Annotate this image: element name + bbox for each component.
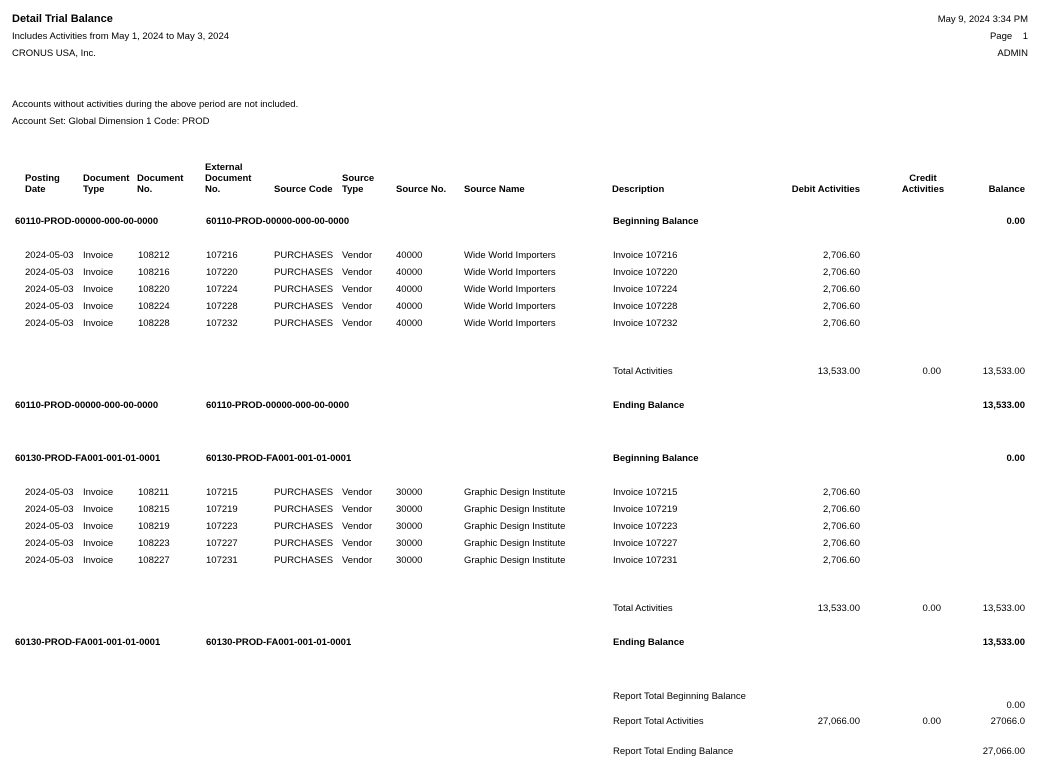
cell-description: Invoice 107223	[613, 521, 678, 532]
col-header-external-document-no: External Document No.	[205, 162, 252, 195]
account-number: 60130-PROD-FA001-001-01-0001	[15, 637, 161, 648]
col-header-balance: Balance	[988, 184, 1025, 195]
cell-source-type: Vendor	[342, 504, 373, 515]
col-header-source-type: Source Type	[342, 173, 375, 195]
cell-source-type: Vendor	[342, 555, 373, 566]
cell-source-code: PURCHASES	[274, 284, 334, 295]
cell-source-no: 30000	[396, 555, 423, 566]
beginning-balance-label: Beginning Balance	[613, 216, 699, 227]
table-row	[0, 318, 1041, 332]
cell-source-name: Graphic Design Institute	[464, 504, 566, 515]
cell-external-document-no: 107228	[206, 301, 238, 312]
table-row	[0, 301, 1041, 315]
col-header-debit: Debit Activities	[791, 184, 860, 195]
cell-source-no: 30000	[396, 538, 423, 549]
cell-description: Invoice 107216	[613, 250, 678, 261]
cell-external-document-no: 107224	[206, 284, 238, 295]
cell-debit: 2,706.60	[823, 318, 860, 329]
cell-debit: 2,706.60	[823, 284, 860, 295]
cell-external-document-no: 107223	[206, 521, 238, 532]
cell-source-code: PURCHASES	[274, 504, 334, 515]
cell-source-name: Wide World Importers	[464, 301, 556, 312]
table-row	[0, 267, 1041, 281]
table-row	[0, 555, 1041, 569]
cell-posting-date: 2024-05-03	[25, 487, 74, 498]
cell-description: Invoice 107232	[613, 318, 678, 329]
cell-document-no: 108216	[138, 267, 170, 278]
cell-document-type: Invoice	[83, 284, 114, 295]
cell-document-no: 108215	[138, 504, 170, 515]
cell-document-type: Invoice	[83, 301, 114, 312]
cell-source-name: Graphic Design Institute	[464, 555, 566, 566]
report-total-activities-debit: 27,066.00	[817, 716, 860, 727]
col-header-description: Description	[612, 184, 665, 195]
cell-document-type: Invoice	[83, 487, 114, 498]
cell-debit: 2,706.60	[823, 521, 860, 532]
cell-source-type: Vendor	[342, 521, 373, 532]
cell-source-code: PURCHASES	[274, 487, 334, 498]
account-number-ext: 60130-PROD-FA001-001-01-0001	[206, 637, 352, 648]
cell-source-name: Wide World Importers	[464, 267, 556, 278]
cell-external-document-no: 107231	[206, 555, 238, 566]
cell-source-code: PURCHASES	[274, 318, 334, 329]
col-header-source-code: Source Code	[274, 184, 333, 195]
note-account-set: Account Set: Global Dimension 1 Code: PROD	[12, 116, 210, 127]
cell-description: Invoice 107231	[613, 555, 678, 566]
total-activities-label: Total Activities	[613, 603, 673, 614]
cell-external-document-no: 107219	[206, 504, 238, 515]
report-total-beginning-label: Report Total Beginning Balance	[613, 691, 746, 702]
note-no-activity: Accounts without activities during the above period are not included.	[12, 99, 299, 110]
col-header-posting-date: Posting Date	[25, 173, 60, 195]
cell-source-no: 30000	[396, 521, 423, 532]
table-row	[0, 284, 1041, 298]
company-name: CRONUS USA, Inc.	[12, 48, 96, 59]
report-total-activities-label: Report Total Activities	[613, 716, 704, 727]
user-id: ADMIN	[997, 48, 1028, 59]
beginning-balance-value: 0.00	[1006, 216, 1025, 227]
account-number-ext: 60110-PROD-00000-000-00-0000	[206, 400, 350, 411]
cell-source-name: Wide World Importers	[464, 318, 556, 329]
cell-document-type: Invoice	[83, 538, 114, 549]
table-row	[0, 504, 1041, 518]
page-label: Page	[989, 31, 1013, 42]
col-header-credit: Credit Activities	[901, 173, 945, 195]
cell-document-type: Invoice	[83, 504, 114, 515]
cell-posting-date: 2024-05-03	[25, 267, 74, 278]
beginning-balance-label: Beginning Balance	[613, 453, 699, 464]
ending-balance-value: 13,533.00	[982, 637, 1025, 648]
report-total-activities-balance: 27066.0	[990, 716, 1025, 727]
cell-source-no: 30000	[396, 504, 423, 515]
cell-document-no: 108228	[138, 318, 170, 329]
cell-debit: 2,706.60	[823, 267, 860, 278]
page-number: 1	[1022, 31, 1028, 42]
cell-source-type: Vendor	[342, 487, 373, 498]
account-number-ext: 60130-PROD-FA001-001-01-0001	[206, 453, 352, 464]
report-title: Detail Trial Balance	[12, 13, 113, 25]
cell-description: Invoice 107215	[613, 487, 678, 498]
cell-source-code: PURCHASES	[274, 521, 334, 532]
ending-balance-value: 13,533.00	[982, 400, 1025, 411]
cell-source-code: PURCHASES	[274, 555, 334, 566]
cell-source-type: Vendor	[342, 538, 373, 549]
col-header-document-type: Document Type	[83, 173, 130, 195]
cell-source-type: Vendor	[342, 267, 373, 278]
total-balance: 13,533.00	[982, 366, 1025, 377]
cell-debit: 2,706.60	[823, 504, 860, 515]
page-indicator	[990, 31, 1028, 42]
cell-source-name: Wide World Importers	[464, 250, 556, 261]
report-subtitle: Includes Activities from May 1, 2024 to May 3, 2024	[12, 31, 230, 42]
table-row	[0, 250, 1041, 264]
cell-description: Invoice 107228	[613, 301, 678, 312]
cell-document-type: Invoice	[83, 267, 114, 278]
report-total-ending-balance: 27,066.00	[982, 746, 1025, 757]
cell-debit: 2,706.60	[823, 301, 860, 312]
cell-source-code: PURCHASES	[274, 267, 334, 278]
cell-source-name: Wide World Importers	[464, 284, 556, 295]
cell-source-no: 40000	[396, 318, 423, 329]
cell-debit: 2,706.60	[823, 487, 860, 498]
cell-document-no: 108224	[138, 301, 170, 312]
cell-document-no: 108212	[138, 250, 170, 261]
report-total-ending-label: Report Total Ending Balance	[613, 746, 734, 757]
total-debit: 13,533.00	[817, 603, 860, 614]
col-header-source-name: Source Name	[464, 184, 525, 195]
report-total-activities-credit: 0.00	[922, 716, 941, 727]
ending-balance-label: Ending Balance	[613, 400, 685, 411]
total-credit: 0.00	[922, 366, 941, 377]
cell-source-name: Graphic Design Institute	[464, 538, 566, 549]
col-header-document-no: Document No.	[137, 173, 184, 195]
account-number: 60130-PROD-FA001-001-01-0001	[15, 453, 161, 464]
cell-source-code: PURCHASES	[274, 538, 334, 549]
cell-source-name: Graphic Design Institute	[464, 521, 566, 532]
table-row	[0, 521, 1041, 535]
cell-posting-date: 2024-05-03	[25, 250, 74, 261]
cell-source-code: PURCHASES	[274, 301, 334, 312]
cell-posting-date: 2024-05-03	[25, 555, 74, 566]
report-date-time: May 9, 2024 3:34 PM	[937, 14, 1028, 25]
table-row	[0, 487, 1041, 501]
cell-debit: 2,706.60	[823, 555, 860, 566]
cell-posting-date: 2024-05-03	[25, 521, 74, 532]
cell-source-name: Graphic Design Institute	[464, 487, 566, 498]
cell-posting-date: 2024-05-03	[25, 301, 74, 312]
cell-source-code: PURCHASES	[274, 250, 334, 261]
table-row	[0, 538, 1041, 552]
cell-external-document-no: 107220	[206, 267, 238, 278]
cell-source-no: 40000	[396, 267, 423, 278]
cell-source-type: Vendor	[342, 284, 373, 295]
cell-debit: 2,706.60	[823, 538, 860, 549]
cell-posting-date: 2024-05-03	[25, 318, 74, 329]
cell-source-no: 30000	[396, 487, 423, 498]
cell-external-document-no: 107232	[206, 318, 238, 329]
cell-document-type: Invoice	[83, 250, 114, 261]
cell-source-type: Vendor	[342, 250, 373, 261]
cell-external-document-no: 107227	[206, 538, 238, 549]
cell-external-document-no: 107216	[206, 250, 238, 261]
account-number: 60110-PROD-00000-000-00-0000	[15, 216, 159, 227]
cell-posting-date: 2024-05-03	[25, 538, 74, 549]
cell-document-no: 108219	[138, 521, 170, 532]
account-number: 60110-PROD-00000-000-00-0000	[15, 400, 159, 411]
cell-description: Invoice 107227	[613, 538, 678, 549]
cell-document-type: Invoice	[83, 555, 114, 566]
cell-document-type: Invoice	[83, 318, 114, 329]
cell-source-no: 40000	[396, 284, 423, 295]
cell-document-no: 108223	[138, 538, 170, 549]
cell-source-no: 40000	[396, 250, 423, 261]
col-header-source-no: Source No.	[396, 184, 447, 195]
cell-document-type: Invoice	[83, 521, 114, 532]
cell-document-no: 108211	[138, 487, 169, 498]
cell-external-document-no: 107215	[206, 487, 238, 498]
account-number-ext: 60110-PROD-00000-000-00-0000	[206, 216, 350, 227]
cell-source-no: 40000	[396, 301, 423, 312]
cell-debit: 2,706.60	[823, 250, 860, 261]
total-activities-label: Total Activities	[613, 366, 673, 377]
cell-document-no: 108220	[138, 284, 170, 295]
cell-source-type: Vendor	[342, 318, 373, 329]
report-total-beginning-balance: 0.00	[1006, 700, 1025, 711]
beginning-balance-value: 0.00	[1006, 453, 1025, 464]
total-balance: 13,533.00	[982, 603, 1025, 614]
ending-balance-label: Ending Balance	[613, 637, 685, 648]
total-debit: 13,533.00	[817, 366, 860, 377]
total-credit: 0.00	[922, 603, 941, 614]
cell-posting-date: 2024-05-03	[25, 504, 74, 515]
cell-description: Invoice 107224	[613, 284, 678, 295]
cell-description: Invoice 107219	[613, 504, 678, 515]
cell-document-no: 108227	[138, 555, 170, 566]
cell-source-type: Vendor	[342, 301, 373, 312]
cell-description: Invoice 107220	[613, 267, 678, 278]
cell-posting-date: 2024-05-03	[25, 284, 74, 295]
